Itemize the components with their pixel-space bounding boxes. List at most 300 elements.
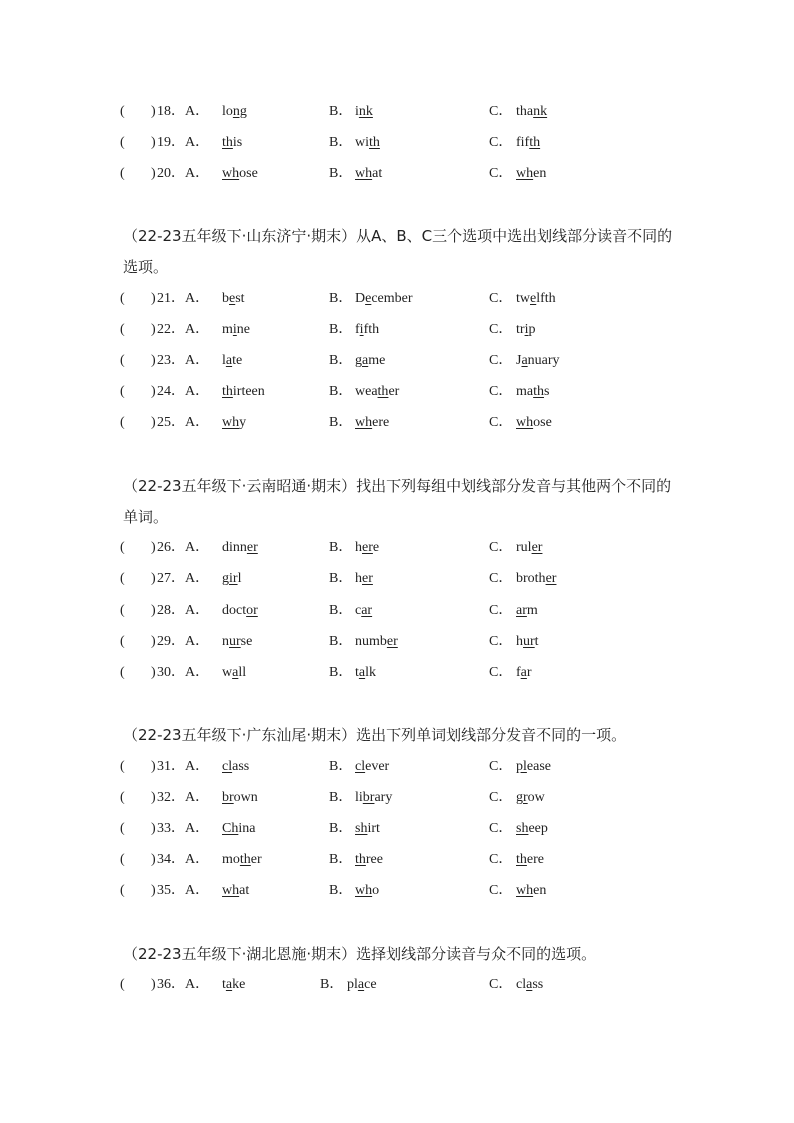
answer-blank-close: ) bbox=[151, 353, 156, 368]
question-number: 35．A． bbox=[157, 883, 210, 898]
underlined-letters: th bbox=[222, 135, 233, 150]
underlined-letters: br bbox=[362, 790, 375, 805]
word-prefix: b bbox=[222, 291, 229, 306]
option-b-label: B． bbox=[329, 571, 353, 586]
question-row bbox=[0, 569, 794, 589]
option-b bbox=[355, 850, 383, 870]
word-suffix: p bbox=[528, 322, 536, 337]
word-suffix: ina bbox=[238, 821, 256, 836]
question-row bbox=[0, 632, 794, 652]
answer-blank-close: ) bbox=[151, 852, 156, 867]
underlined-letters: i bbox=[524, 322, 529, 337]
option-c-label: C． bbox=[489, 852, 513, 867]
answer-blank-close: ) bbox=[151, 104, 156, 119]
option-b bbox=[355, 133, 380, 153]
underlined-letters: wh bbox=[222, 415, 240, 430]
option-b-label: B． bbox=[329, 104, 353, 119]
section-instruction: （22-23五年级下·湖北恩施·期末）选择划线部分读音与众不同的选项。 bbox=[123, 945, 597, 963]
answer-blank-close: ) bbox=[151, 291, 156, 306]
word-suffix: me bbox=[368, 353, 386, 368]
underlined-letters: a bbox=[357, 977, 365, 992]
option-a bbox=[222, 133, 242, 153]
option-c bbox=[516, 601, 538, 621]
word-prefix: li bbox=[355, 790, 363, 805]
answer-blank-close: ) bbox=[151, 634, 156, 649]
option-c-label: C． bbox=[489, 415, 513, 430]
question-row bbox=[0, 601, 794, 621]
word-suffix: ose bbox=[533, 415, 552, 430]
question-row bbox=[0, 413, 794, 433]
word-suffix: en bbox=[533, 883, 547, 898]
word-prefix: wea bbox=[355, 384, 378, 399]
option-c bbox=[516, 788, 545, 808]
word-prefix: i bbox=[355, 104, 359, 119]
underlined-letters: er bbox=[531, 540, 543, 555]
underlined-letters: ar bbox=[516, 603, 527, 618]
word-prefix: t bbox=[222, 977, 226, 992]
underlined-letters: sh bbox=[355, 821, 368, 836]
option-b-label: B． bbox=[329, 852, 353, 867]
answer-blank-close: ) bbox=[151, 571, 156, 586]
question-row bbox=[0, 382, 794, 402]
word-prefix: wi bbox=[355, 135, 369, 150]
word-prefix: h bbox=[355, 571, 362, 586]
option-b-label: B． bbox=[329, 135, 353, 150]
word-prefix: broth bbox=[516, 571, 546, 586]
underlined-letters: e bbox=[530, 291, 537, 306]
word-suffix: own bbox=[233, 790, 258, 805]
underlined-letters: e bbox=[229, 291, 236, 306]
underlined-letters: wh bbox=[516, 166, 534, 181]
option-a bbox=[222, 351, 242, 371]
word-prefix: g bbox=[355, 353, 362, 368]
option-c bbox=[516, 819, 548, 839]
underlined-letters: Ch bbox=[222, 821, 239, 836]
question-row bbox=[0, 663, 794, 683]
word-suffix: ree bbox=[365, 852, 383, 867]
word-suffix: en bbox=[533, 166, 547, 181]
answer-blank-close: ) bbox=[151, 540, 156, 555]
option-c bbox=[516, 320, 535, 340]
option-c bbox=[516, 382, 549, 402]
word-suffix: ever bbox=[365, 759, 390, 774]
option-c-label: C． bbox=[489, 291, 513, 306]
answer-blank-close: ) bbox=[151, 135, 156, 150]
question-row bbox=[0, 788, 794, 808]
underlined-letters: ur bbox=[229, 634, 241, 649]
word-suffix: r bbox=[526, 665, 532, 680]
option-b-label: B． bbox=[329, 665, 353, 680]
word-suffix: eep bbox=[528, 821, 548, 836]
underlined-letters: wh bbox=[355, 883, 373, 898]
question-row bbox=[0, 538, 794, 558]
answer-blank-open[interactable]: ( bbox=[120, 821, 125, 836]
word-suffix: fth bbox=[363, 322, 380, 337]
word-suffix: ass bbox=[232, 759, 250, 774]
option-a bbox=[222, 663, 246, 683]
option-c-label: C． bbox=[489, 759, 513, 774]
option-b bbox=[355, 757, 389, 777]
underlined-letters: wh bbox=[222, 883, 240, 898]
answer-blank-open[interactable]: ( bbox=[120, 135, 125, 150]
answer-blank-open[interactable]: ( bbox=[120, 759, 125, 774]
option-b-label: B． bbox=[329, 603, 353, 618]
question-row bbox=[0, 133, 794, 153]
option-b bbox=[355, 632, 398, 652]
option-b bbox=[355, 788, 392, 808]
word-suffix: ll bbox=[238, 665, 247, 680]
underlined-letters: ur bbox=[523, 634, 535, 649]
question-number: 34．A． bbox=[157, 852, 210, 867]
question-row bbox=[0, 850, 794, 870]
word-suffix: er bbox=[250, 852, 262, 867]
word-suffix: st bbox=[235, 291, 245, 306]
option-b bbox=[355, 413, 389, 433]
underlined-letters: wh bbox=[355, 415, 373, 430]
option-c-label: C． bbox=[489, 135, 513, 150]
option-a bbox=[222, 569, 241, 589]
word-suffix: s bbox=[544, 384, 550, 399]
option-b bbox=[355, 569, 373, 589]
question-number: 32．A． bbox=[157, 790, 210, 805]
option-b bbox=[355, 382, 399, 402]
question-number: 30．A． bbox=[157, 665, 210, 680]
word-suffix: y bbox=[239, 415, 247, 430]
word-suffix: ary bbox=[374, 790, 393, 805]
option-a bbox=[222, 975, 245, 995]
option-c bbox=[516, 881, 546, 901]
word-prefix: m bbox=[222, 322, 233, 337]
underlined-letters: nk bbox=[533, 104, 548, 119]
option-b-label: B． bbox=[329, 821, 353, 836]
option-c-label: C． bbox=[489, 883, 513, 898]
option-b bbox=[355, 601, 372, 621]
option-a bbox=[222, 289, 245, 309]
word-suffix: l bbox=[237, 571, 242, 586]
option-b-label: B． bbox=[329, 291, 353, 306]
option-b-label: B． bbox=[329, 759, 353, 774]
underlined-letters: nk bbox=[358, 104, 373, 119]
underlined-letters: cl bbox=[222, 759, 233, 774]
question-row bbox=[0, 757, 794, 777]
option-c-label: C． bbox=[489, 977, 513, 992]
option-a bbox=[222, 102, 247, 122]
answer-blank-open[interactable]: ( bbox=[120, 322, 125, 337]
option-b-label: B． bbox=[329, 166, 353, 181]
option-c bbox=[516, 351, 560, 371]
option-c-label: C． bbox=[489, 665, 513, 680]
answer-blank-close: ) bbox=[151, 977, 156, 992]
word-suffix: e bbox=[372, 540, 380, 555]
option-c-label: C． bbox=[489, 322, 513, 337]
answer-blank-open[interactable]: ( bbox=[120, 571, 125, 586]
answer-blank-open[interactable]: ( bbox=[120, 665, 125, 680]
word-suffix: cember bbox=[371, 291, 413, 306]
option-a bbox=[222, 850, 262, 870]
option-a bbox=[222, 819, 255, 839]
word-suffix: ose bbox=[239, 166, 258, 181]
word-suffix: ne bbox=[236, 322, 250, 337]
question-number: 19．A． bbox=[157, 135, 210, 150]
word-prefix: l bbox=[222, 353, 226, 368]
underlined-letters: th bbox=[239, 852, 251, 867]
word-prefix: tha bbox=[516, 104, 534, 119]
question-number: 21．A． bbox=[157, 291, 210, 306]
option-b bbox=[355, 102, 373, 122]
underlined-letters: ir bbox=[229, 571, 238, 586]
option-a bbox=[222, 881, 249, 901]
answer-blank-open[interactable]: ( bbox=[120, 384, 125, 399]
underlined-letters: cl bbox=[355, 759, 366, 774]
word-prefix: tr bbox=[516, 322, 525, 337]
word-suffix: o bbox=[372, 883, 380, 898]
answer-blank-open[interactable]: ( bbox=[120, 852, 125, 867]
question-number: 24．A． bbox=[157, 384, 210, 399]
question-number: 26．A． bbox=[157, 540, 210, 555]
option-a bbox=[222, 538, 258, 558]
underlined-letters: wh bbox=[516, 883, 534, 898]
question-number: 18．A． bbox=[157, 104, 210, 119]
question-number: 27．A． bbox=[157, 571, 210, 586]
word-prefix: g bbox=[222, 571, 229, 586]
option-b-label: B． bbox=[329, 322, 353, 337]
option-b bbox=[355, 538, 379, 558]
word-prefix: t bbox=[355, 665, 359, 680]
underlined-letters: er bbox=[362, 540, 373, 555]
word-suffix: nuary bbox=[527, 353, 560, 368]
underlined-letters: a bbox=[358, 665, 366, 680]
question-number: 31．A． bbox=[157, 759, 210, 774]
option-a bbox=[222, 320, 250, 340]
option-c bbox=[516, 569, 556, 589]
word-suffix: lfth bbox=[536, 291, 556, 306]
word-suffix: se bbox=[240, 634, 253, 649]
answer-blank-close: ) bbox=[151, 603, 156, 618]
underlined-letters: br bbox=[222, 790, 234, 805]
option-c bbox=[516, 850, 544, 870]
question-row bbox=[0, 819, 794, 839]
underlined-letters: er bbox=[246, 540, 258, 555]
question-row bbox=[0, 102, 794, 122]
underlined-letters: th bbox=[529, 135, 541, 150]
word-prefix: J bbox=[516, 353, 522, 368]
answer-blank-open[interactable]: ( bbox=[120, 540, 125, 555]
underlined-letters: ng bbox=[232, 104, 247, 119]
question-number: 29．A． bbox=[157, 634, 210, 649]
answer-blank-close: ) bbox=[151, 384, 156, 399]
answer-blank-close: ) bbox=[151, 322, 156, 337]
word-suffix: is bbox=[232, 135, 243, 150]
word-prefix: doct bbox=[222, 603, 247, 618]
question-row bbox=[0, 320, 794, 340]
option-b bbox=[355, 351, 385, 371]
underlined-letters: ar bbox=[361, 603, 373, 618]
answer-blank-open[interactable]: ( bbox=[120, 790, 125, 805]
underlined-letters: wh bbox=[516, 415, 534, 430]
word-prefix: f bbox=[355, 322, 360, 337]
word-suffix: te bbox=[232, 353, 243, 368]
underlined-letters: pl bbox=[516, 759, 527, 774]
option-c-label: C． bbox=[489, 384, 513, 399]
answer-blank-open[interactable]: ( bbox=[120, 415, 125, 430]
option-b bbox=[355, 663, 376, 683]
word-suffix: m bbox=[526, 603, 538, 618]
option-c bbox=[516, 538, 542, 558]
answer-blank-open[interactable]: ( bbox=[120, 883, 125, 898]
underlined-letters: a bbox=[225, 353, 233, 368]
question-number: 36．A． bbox=[157, 977, 210, 992]
question-row bbox=[0, 351, 794, 371]
option-c bbox=[516, 632, 539, 652]
option-a bbox=[222, 413, 246, 433]
option-b-label: B． bbox=[329, 790, 353, 805]
option-a bbox=[222, 164, 258, 184]
underlined-letters: i bbox=[232, 322, 237, 337]
word-prefix: f bbox=[516, 665, 521, 680]
option-b-label: B． bbox=[329, 634, 353, 649]
underlined-letters: a bbox=[521, 353, 528, 368]
word-prefix: h bbox=[355, 540, 362, 555]
question-number: 22．A． bbox=[157, 322, 210, 337]
answer-blank-close: ) bbox=[151, 883, 156, 898]
word-prefix: w bbox=[222, 665, 233, 680]
option-c bbox=[516, 133, 540, 153]
option-c-label: C． bbox=[489, 540, 513, 555]
word-suffix: lk bbox=[365, 665, 376, 680]
word-suffix: at bbox=[372, 166, 383, 181]
option-a bbox=[222, 601, 258, 621]
question-row bbox=[0, 289, 794, 309]
underlined-letters: gr bbox=[516, 790, 528, 805]
word-prefix: h bbox=[516, 634, 523, 649]
option-c bbox=[516, 102, 547, 122]
option-a bbox=[222, 632, 252, 652]
word-prefix: tw bbox=[516, 291, 530, 306]
option-b bbox=[355, 164, 382, 184]
question-number: 20．A． bbox=[157, 166, 210, 181]
option-b-label: B． bbox=[329, 540, 353, 555]
word-suffix: ce bbox=[364, 977, 377, 992]
word-prefix: mo bbox=[222, 852, 240, 867]
word-prefix: rul bbox=[516, 540, 532, 555]
underlined-letters: er bbox=[362, 571, 373, 586]
option-b-label: B． bbox=[329, 384, 353, 399]
answer-blank-close: ) bbox=[151, 790, 156, 805]
word-prefix: ma bbox=[516, 384, 534, 399]
underlined-letters: th bbox=[355, 852, 366, 867]
underlined-letters: i bbox=[359, 322, 364, 337]
option-b bbox=[347, 975, 377, 995]
word-prefix: numb bbox=[355, 634, 387, 649]
answer-blank-open[interactable]: ( bbox=[120, 166, 125, 181]
answer-blank-close: ) bbox=[151, 821, 156, 836]
underlined-letters: or bbox=[246, 603, 258, 618]
underlined-letters: er bbox=[545, 571, 557, 586]
word-suffix: ke bbox=[232, 977, 246, 992]
word-prefix: fif bbox=[516, 135, 530, 150]
option-c bbox=[516, 164, 546, 184]
option-b bbox=[355, 881, 379, 901]
word-suffix: ow bbox=[527, 790, 545, 805]
option-b-label: B． bbox=[320, 977, 344, 992]
option-c-label: C． bbox=[489, 634, 513, 649]
option-c bbox=[516, 413, 552, 433]
section-instruction: （22-23五年级下·云南昭通·期末）找出下列每组中划线部分发音与其他两个不同的单词。 bbox=[123, 477, 672, 526]
option-a bbox=[222, 382, 265, 402]
underlined-letters: e bbox=[365, 291, 372, 306]
answer-blank-open[interactable]: ( bbox=[120, 634, 125, 649]
underlined-letters: a bbox=[520, 665, 527, 680]
option-c-label: C． bbox=[489, 821, 513, 836]
option-a bbox=[222, 757, 249, 777]
answer-blank-close: ) bbox=[151, 665, 156, 680]
word-suffix: ease bbox=[526, 759, 551, 774]
option-b-label: B． bbox=[329, 883, 353, 898]
answer-blank-close: ) bbox=[151, 759, 156, 774]
option-c-label: C． bbox=[489, 571, 513, 586]
word-suffix: irteen bbox=[232, 384, 265, 399]
answer-blank-open[interactable]: ( bbox=[120, 104, 125, 119]
option-c-label: C． bbox=[489, 104, 513, 119]
underlined-letters: th bbox=[516, 852, 527, 867]
word-prefix: c bbox=[355, 603, 362, 618]
underlined-letters: th bbox=[533, 384, 544, 399]
underlined-letters: a bbox=[232, 665, 239, 680]
answer-blank-open[interactable]: ( bbox=[120, 603, 125, 618]
option-c bbox=[516, 757, 551, 777]
question-row bbox=[0, 881, 794, 901]
question-number: 28．A． bbox=[157, 603, 210, 618]
word-suffix: ere bbox=[526, 852, 544, 867]
answer-blank-open[interactable]: ( bbox=[120, 977, 125, 992]
option-c bbox=[516, 663, 532, 683]
question-row bbox=[0, 164, 794, 184]
underlined-letters: th bbox=[377, 384, 389, 399]
word-suffix: ss bbox=[532, 977, 544, 992]
word-suffix: er bbox=[388, 384, 400, 399]
option-c bbox=[516, 289, 556, 309]
underlined-letters: er bbox=[386, 634, 398, 649]
option-b-label: B． bbox=[329, 415, 353, 430]
answer-blank-open[interactable]: ( bbox=[120, 353, 125, 368]
underlined-letters: th bbox=[222, 384, 233, 399]
question-number: 25．A． bbox=[157, 415, 210, 430]
underlined-letters: sh bbox=[516, 821, 529, 836]
answer-blank-close: ) bbox=[151, 166, 156, 181]
answer-blank-open[interactable]: ( bbox=[120, 291, 125, 306]
question-row bbox=[0, 975, 794, 995]
underlined-letters: wh bbox=[222, 166, 240, 181]
section-instruction: （22-23五年级下·山东济宁·期末）从A、B、C三个选项中选出划线部分读音不同的选项。 bbox=[123, 227, 673, 276]
question-number: 23．A． bbox=[157, 353, 210, 368]
word-suffix: ere bbox=[372, 415, 390, 430]
option-c-label: C． bbox=[489, 353, 513, 368]
word-prefix: lo bbox=[222, 104, 233, 119]
question-number: 33．A． bbox=[157, 821, 210, 836]
word-prefix: dinn bbox=[222, 540, 247, 555]
option-b bbox=[355, 320, 379, 340]
word-prefix: cl bbox=[516, 977, 527, 992]
option-b bbox=[355, 289, 413, 309]
word-suffix: at bbox=[239, 883, 250, 898]
underlined-letters: th bbox=[369, 135, 380, 150]
option-c-label: C． bbox=[489, 603, 513, 618]
underlined-letters: wh bbox=[355, 166, 373, 181]
word-prefix: pl bbox=[347, 977, 358, 992]
option-c bbox=[516, 975, 543, 995]
underlined-letters: a bbox=[362, 353, 369, 368]
word-prefix: n bbox=[222, 634, 229, 649]
